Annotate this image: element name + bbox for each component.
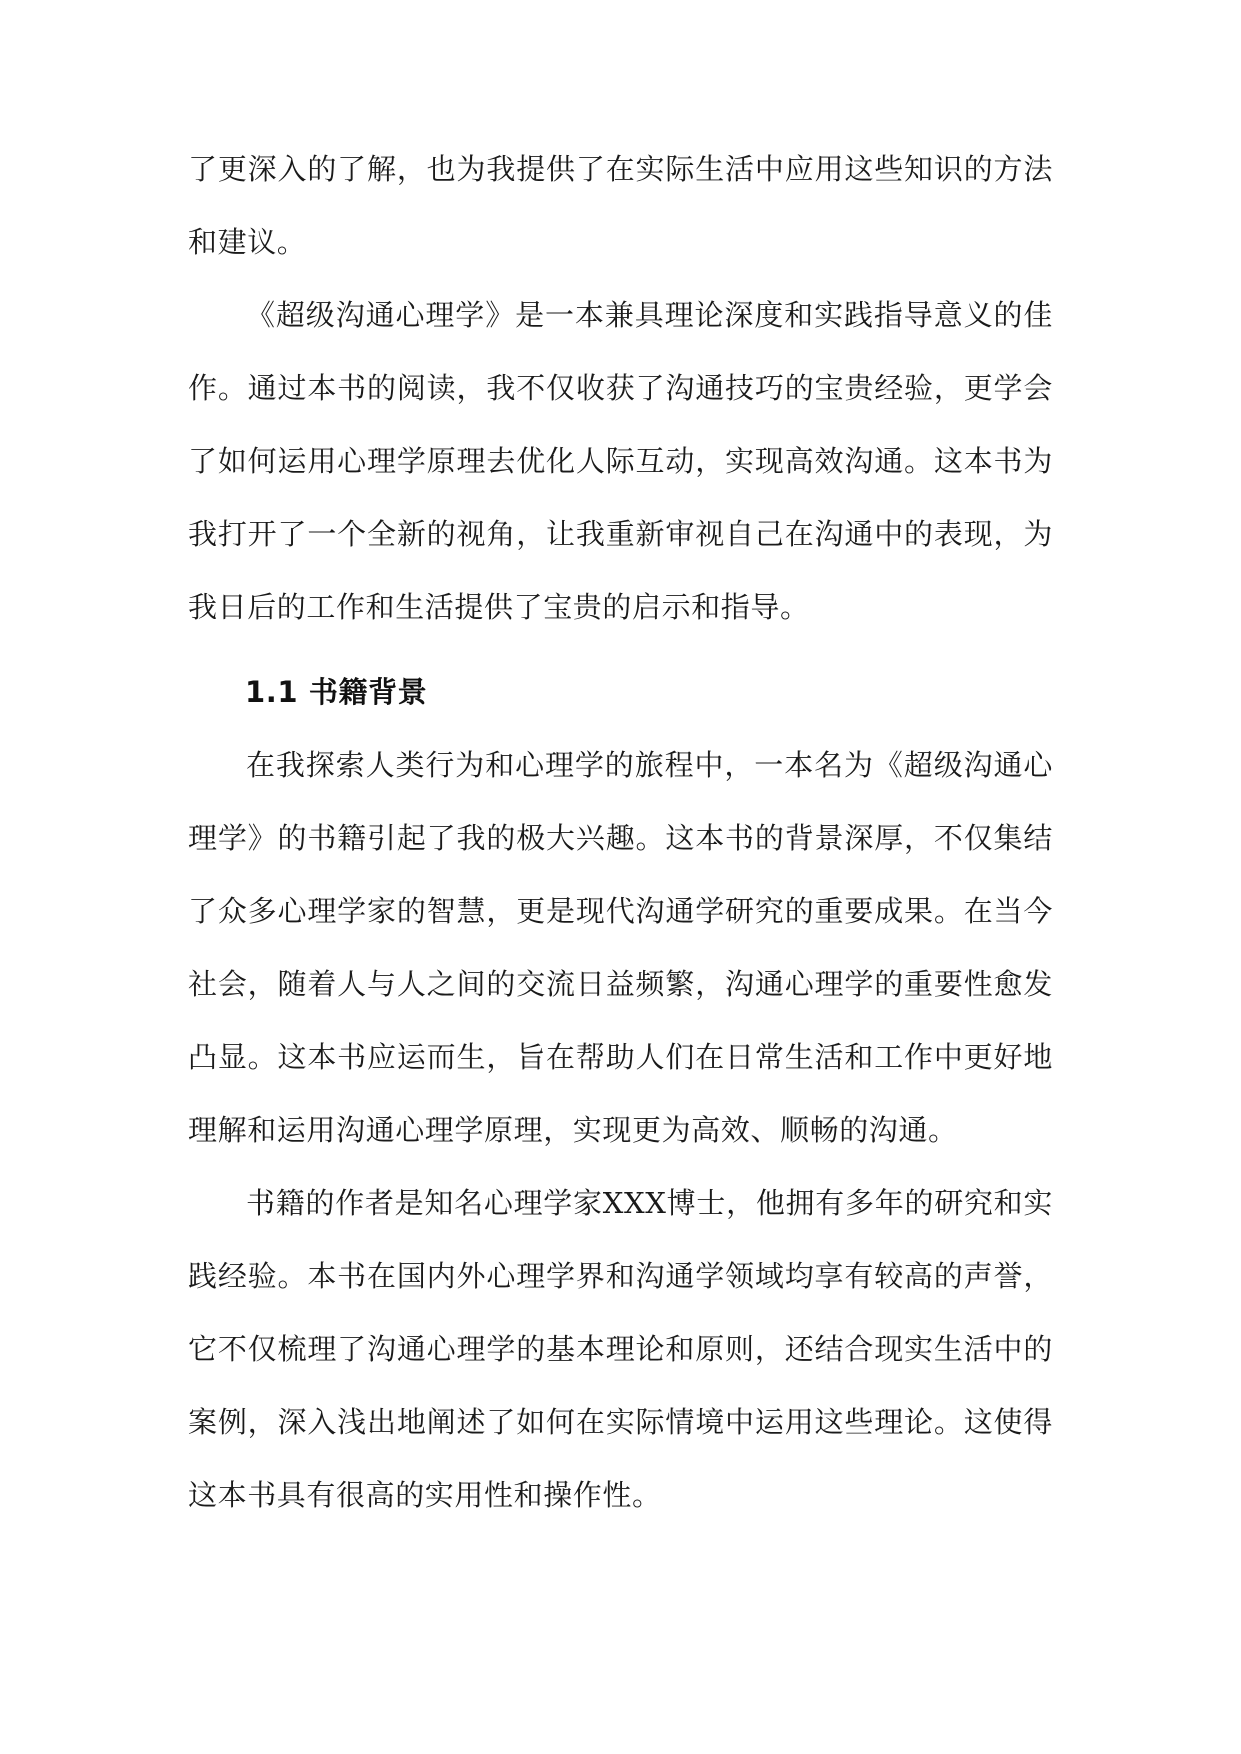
document-body (188, 133, 1053, 1532)
paragraph-background: 在我探索人类行为和心理学的旅程中，一本名为《超级沟通心理学》的书籍引起了我的极大兴趣。这本书的背景深厚，不仅集结了众多心理学家的智慧，更是现代沟通学研究的重要成果。在当今社会，随着人与人之间的交流日益频繁，沟通心理学的重要性愈发凸显。这本书应运而生，旨在帮助人们在日常生活和工作中更好地理解和运用沟通心理学原理，实现更为高效、顺畅的沟通。 (188, 748, 1053, 1147)
section-heading: 1.1 书籍背景 (245, 675, 428, 709)
paragraph-author: 书籍的作者是知名心理学家XXX博士，他拥有多年的研究和实践经验。本书在国内外心理学界和沟通学领域均享有较高的声誉，它不仅梳理了沟通心理学的基本理论和原则，还结合现实生活中的案例，深入浅出地阐述了如何在实际情境中运用这些理论。这使得这本书具有很高的实用性和操作性。 (188, 1186, 1053, 1512)
paragraph-continuation: 了更深入的了解，也为我提供了在实际生活中应用这些知识的方法和建议。 (188, 152, 1053, 259)
paragraph-summary: 《超级沟通心理学》是一本兼具理论深度和实践指导意义的佳作。通过本书的阅读，我不仅收获了沟通技巧的宝贵经验，更学会了如何运用心理学原理去优化人际互动，实现高效沟通。这本书为我打开了一个全新的视角，让我重新审视自己在沟通中的表现，为我日后的工作和生活提供了宝贵的启示和指导。 (188, 298, 1053, 624)
